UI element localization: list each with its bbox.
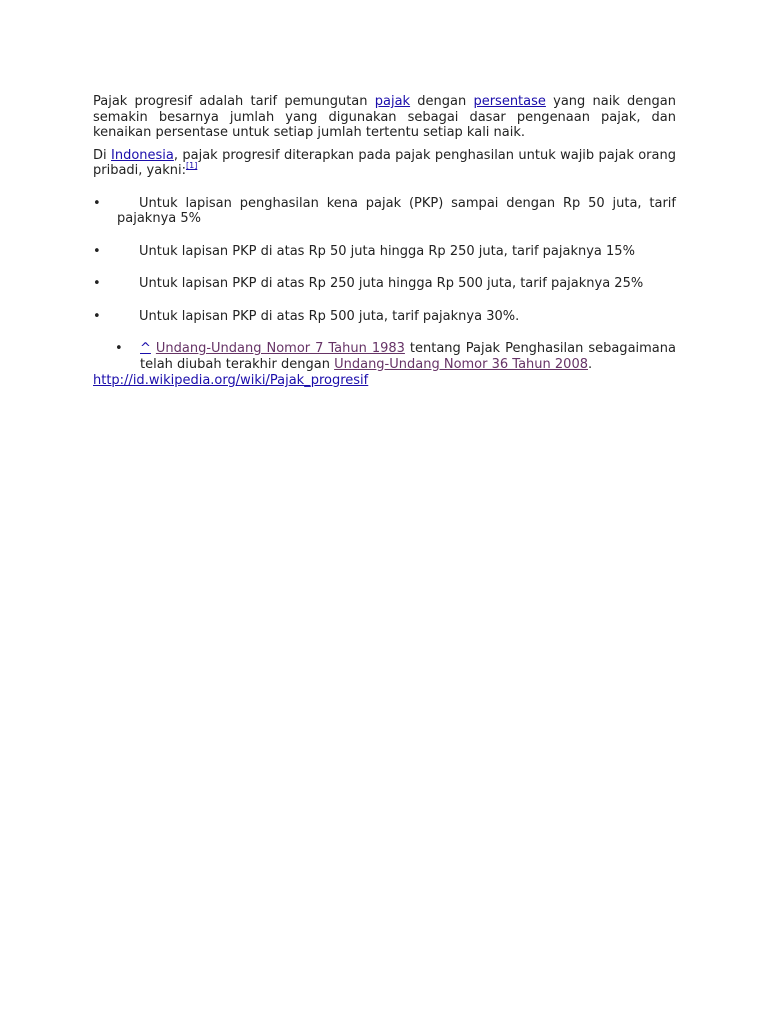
link-uu-2008[interactable]: Undang-Undang Nomor 36 Tahun 2008 xyxy=(334,356,588,372)
list-item xyxy=(93,309,676,325)
list-item xyxy=(93,196,676,227)
bullet-icon: • xyxy=(93,195,101,211)
tax-bracket-list xyxy=(93,196,676,325)
document-body xyxy=(93,94,676,389)
intro-paragraph xyxy=(93,94,676,141)
tax-bracket-text: Untuk lapisan PKP di atas Rp 50 juta hingga Rp 250 juta, tarif pajaknya 15% xyxy=(139,243,635,259)
caret-backlink[interactable]: ^ xyxy=(140,341,151,356)
reference-text-1: tentang Pajak Penghasilan sebagaimana telah diubah terakhir dengan xyxy=(140,341,676,372)
link-pajak[interactable]: pajak xyxy=(374,94,411,109)
indonesia-text-2: , pajak progresif diterapkan pada pajak penghasilan untuk wajib pajak orang pribadi, yakni: xyxy=(93,147,676,178)
reference-marker-link[interactable]: [1] xyxy=(185,161,198,170)
intro-text-3: yang naik dengan semakin besarnya jumlah yang digunakan sebagai dasar pengenaan pajak, dan kenaikan persentase untuk setiap jumlah tertentu setiap kali naik. xyxy=(93,94,676,140)
tax-bracket-text: Untuk lapisan PKP di atas Rp 500 juta, tarif pajaknya 30%. xyxy=(139,308,520,324)
link-persentase[interactable]: persentase xyxy=(473,94,546,109)
bullet-icon: • xyxy=(93,276,101,291)
bullet-icon: • xyxy=(93,308,101,324)
reference-item xyxy=(115,341,676,372)
reference-text-2: . xyxy=(587,356,593,372)
intro-text-1: Pajak progresif adalah tarif pemungutan xyxy=(93,94,375,109)
list-item xyxy=(93,276,676,292)
link-uu-1983[interactable]: Undang-Undang Nomor 7 Tahun 1983 xyxy=(155,341,405,356)
bullet-icon: • xyxy=(93,243,101,259)
tax-bracket-text: Untuk lapisan penghasilan kena pajak (PKP) sampai dengan Rp 50 juta, tarif pajaknya 5% xyxy=(117,195,676,226)
reference-list xyxy=(93,341,676,372)
indonesia-text-1: Di xyxy=(93,147,111,163)
indonesia-paragraph xyxy=(93,148,676,179)
tax-bracket-text: Untuk lapisan PKP di atas Rp 250 juta hingga Rp 500 juta, tarif pajaknya 25% xyxy=(139,276,644,291)
bullet-icon: • xyxy=(115,341,123,356)
link-indonesia[interactable]: Indonesia xyxy=(111,147,174,163)
list-item xyxy=(93,244,676,260)
intro-text-2: dengan xyxy=(410,94,474,109)
source-url-link[interactable]: http://id.wikipedia.org/wiki/Pajak_progresif xyxy=(93,373,369,388)
